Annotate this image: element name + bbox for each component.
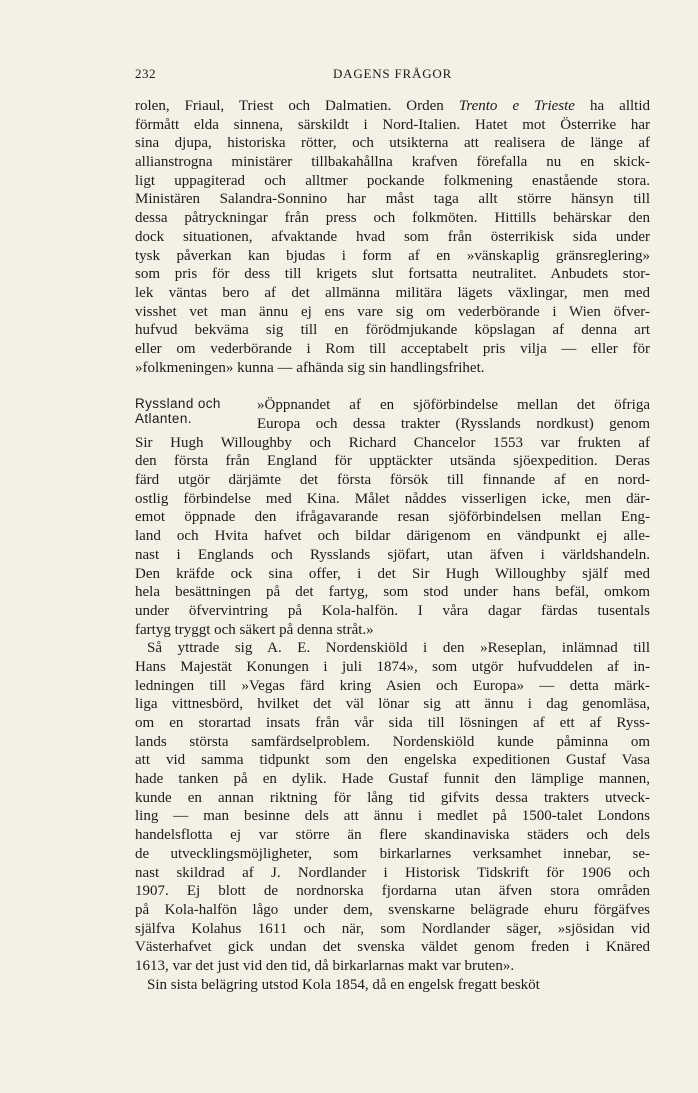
text-line: land och Hvita hafvet och bildar därigenom en vändpunkt ej alle- (135, 528, 650, 545)
page-header (135, 66, 650, 86)
text-line: eller om vederbörande i Rom till acceptabelt pris vilja — eller för (135, 340, 650, 357)
text-line: Sin sista belägring utstod Kola 1854, då en engelsk fregatt besköt (147, 976, 540, 993)
paragraph-nordenskiold (135, 639, 650, 975)
text-line: visshet vet man ännu ej ens vare sig om vederbörande i Wien öfver- (135, 303, 650, 320)
text-line: den första från England för upptäckter utsända sjöexpedition. Deras (135, 453, 650, 470)
text-line: de utvecklingsmöjligheter, som birkarlarnes verksamhet innebar, se- (135, 845, 650, 862)
text-line: »folkmeningen» kunna — afhända sig sin handlingsfrihet. (135, 359, 485, 376)
text-line: förmått elda sinnena, särskildt i Nord-Italien. Hatet mot Österrike har (135, 116, 650, 133)
text-line: hela besättningen på det fartyg, som stod under hans befäl, omkom (135, 584, 650, 601)
text-line: allianstrogna ministärer tillbakahållna krafven förefalla nu en skick- (135, 154, 650, 171)
text-line: Västerhafvet gick undan det svenska väldet genom freden i Knäred (135, 939, 650, 956)
page-number: 232 (135, 66, 156, 81)
text-line: Ministären Salandra-Sonnino har måst taga allt större hänsyn till (135, 191, 650, 208)
text-line: tysk påverkan kan bjudas i form af en »vänskaplig gränsreglering» (135, 247, 650, 264)
text-line: ledningen till »Vegas färd kring Asien och Europa» — detta märk- (135, 677, 650, 694)
text-line: Så yttrade sig A. E. Nordenskiöld i den »Reseplan, inlämnad till (147, 640, 650, 657)
text-line: ostlig förbindelse med Kina. Målet nåddes visserligen icke, men där- (135, 490, 650, 507)
paragraph-quote-nordenskiold (135, 396, 650, 639)
text-line: emot öppnade den ifrågavarande resan sjöförbindelsen mellan Eng- (135, 509, 650, 526)
text-line: liga vittnesbörd, hvilket det väl lönar sig att ännu i dag genomläsa, (135, 696, 650, 713)
text-line: Den kräfde ock sina offer, i det Sir Hugh Willoughby själf med (135, 565, 650, 582)
text-line: Europa och dessa trakter (Rysslands nordkust) genom (257, 416, 650, 432)
text-line: att vid samma tidpunkt som den engelska expeditionen Gustaf Vasa (135, 752, 650, 769)
page-body (135, 97, 650, 994)
text-line: ling — man besinne dels att ännu i medlet på 1500-talet Londons (135, 808, 650, 825)
text-line: sina djupa, historiska rötter, och utsikterna att realisera de länge af (135, 135, 650, 152)
text-line: hufvud bekväma sig till en förödmjukande köpslagan af denna art (135, 322, 650, 339)
italic-phrase: Trento e Trieste (458, 98, 575, 114)
text-line: om en storartad insats från vår sida till lösningen af ett af Ryss- (135, 715, 650, 731)
text-line: lek väntas bero af det allmänna militära lägets växlingar, men med (135, 284, 650, 301)
running-title: DAGENS FRÅGOR (332, 66, 453, 81)
text-line: dock situationen, afvaktande hvad som från österrikisk sida under (135, 228, 650, 245)
text-line: dessa påtryckningar från press och folkmöten. Hittills behärskar den (135, 210, 650, 227)
text-line: nast skildrad af J. Nordlander i Historisk Tidskrift för 1906 och (135, 864, 650, 881)
margin-heading-line: Atlanten. (135, 411, 192, 427)
text-line: som pris för dess till krigets slut fortsatta neutralitet. Anbudets stor- (135, 266, 650, 283)
text-line: »Öppnandet af en sjöförbindelse mellan det öfriga (257, 397, 650, 414)
margin-heading-line: Ryssland och (135, 396, 221, 412)
text-line: på Kola-halfön lågo under dem, svenskarne belägrade ehuru förgäfves (135, 901, 650, 918)
text-line: 1613, var det just vid den tid, då birkarlarnas makt var bruten». (135, 957, 515, 974)
text-line: hade tanken på en dylik. Hade Gustaf funnit den lämplige mannen, (135, 771, 650, 788)
text-line: Sir Hugh Willoughby och Richard Chancelor 1553 var frukten af (135, 434, 650, 451)
paragraph-kola (135, 976, 650, 995)
text-line: fartyg tryggt och säkert på denna stråt.» (135, 621, 374, 638)
text-line: ligt uppagiterad och alltmer pockande folkmening enastående stora. (135, 172, 650, 189)
text-line: själfva Kolahus 1611 och när, som Nordlander säger, »sjösidan vid (135, 920, 650, 937)
text-line: färd utgör därjämte det första försök till finnande af en nord- (135, 472, 650, 489)
text-line: Hans Majestät Konungen i juli 1874», som utgör hufvuddelen af in- (135, 658, 650, 675)
text-line: 1907. Ej blott de nordnorska fjordarna utan äfven stora områden (135, 883, 650, 900)
text-line: rolen, Friaul, Triest och Dalmatien. Orden Trento e Trieste ha alltid (135, 98, 650, 114)
text-line: nast i Englands och Rysslands sjöfart, utan äfven i världshandeln. (135, 546, 650, 563)
text-line: under öfvervintring på Kola-halfön. I våra dagar färdas tusentals (135, 602, 650, 619)
margin-heading (135, 396, 253, 426)
paragraph-italy (135, 97, 650, 377)
text-line: lands största samfärdselproblem. Nordenskiöld kunde påminna om (135, 733, 650, 750)
text-line: kunde en annan riktning för lång tid gifvits dessa trakters utveck- (135, 789, 650, 806)
text-line: handelsflotta ej var större än flere skandinaviska städers och dels (135, 827, 650, 844)
